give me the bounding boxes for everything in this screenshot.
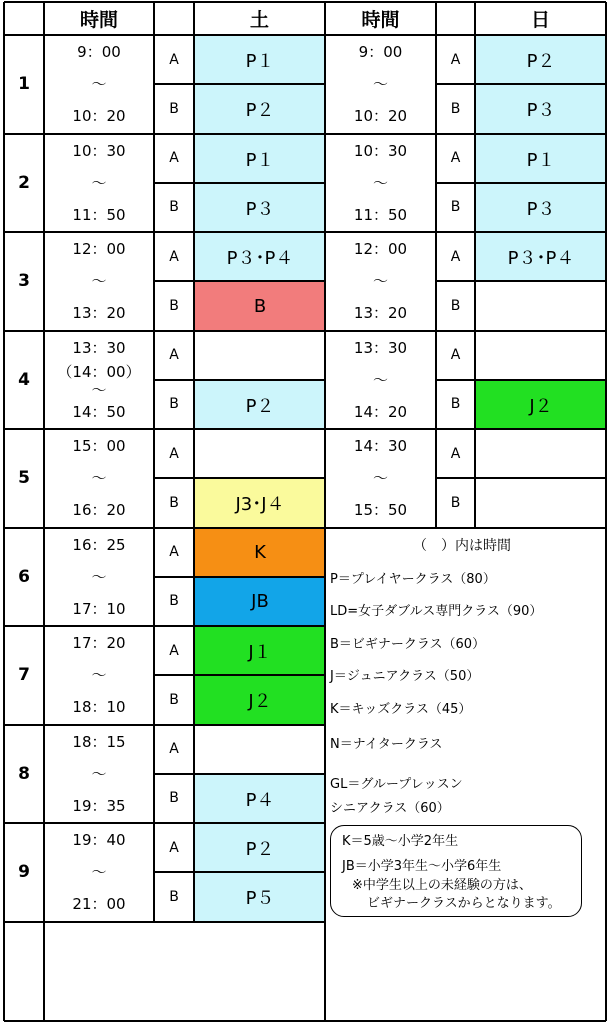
- sat-class-cell: [195, 430, 325, 478]
- grid-line: [325, 133, 606, 135]
- sat-court-label: A: [169, 445, 179, 462]
- sun-class-cell: P３: [476, 85, 606, 133]
- time-line: ～: [372, 469, 388, 487]
- age-note-warning: ※中学生以上の未経験の方は、: [352, 878, 532, 893]
- sun-class-cell: P２: [476, 36, 606, 84]
- grid-line: [435, 2, 437, 528]
- age-note-beginner: ビギナークラスからとなります。: [367, 896, 561, 911]
- time-line: 11：50: [72, 205, 126, 224]
- sat-time-range: [44, 429, 154, 528]
- sat-time-range: [44, 725, 154, 824]
- grid-line: [4, 330, 325, 332]
- sat-class-cell: P３･P４: [195, 233, 325, 281]
- sat-class-cell: P３: [195, 184, 325, 232]
- sun-time-range: [325, 429, 436, 528]
- sat-time-range: [44, 331, 154, 430]
- grid-line: [154, 477, 325, 479]
- sat-court-label: B: [169, 691, 179, 708]
- sat-class-cell: [195, 726, 325, 774]
- time-line: 21：00: [72, 895, 126, 913]
- grid-line: [4, 724, 325, 726]
- sun-time-range: [325, 134, 436, 233]
- legend-title: （ ）内は時間: [413, 538, 511, 554]
- time-line: ～: [91, 666, 107, 684]
- sat-court-label: B: [169, 790, 179, 807]
- time-line: 18：15: [72, 732, 126, 751]
- period-number: 7: [18, 665, 30, 686]
- grid-line: [154, 773, 325, 775]
- time-line: ～: [91, 764, 107, 783]
- grid-line: [605, 2, 607, 1021]
- sat-class-cell: B: [195, 282, 325, 330]
- sat-court-label: B: [169, 396, 179, 413]
- period-number: 4: [18, 369, 30, 390]
- legend-item: J＝ジュニアクラス（50）: [330, 669, 480, 684]
- sat-class-cell: P４: [195, 775, 325, 823]
- sat-court-label: B: [169, 100, 179, 117]
- time-line: 13：30: [72, 338, 126, 357]
- time-line: 9：00: [77, 43, 121, 61]
- grid-line: [436, 83, 606, 85]
- grid-line: [153, 2, 155, 922]
- sun-class-cell: P１: [476, 135, 606, 183]
- period-number: 6: [18, 566, 30, 587]
- sun-court-label: B: [450, 494, 461, 511]
- sun-court-label: B: [450, 297, 461, 314]
- grid-line: [43, 2, 45, 1021]
- time-line: 10：30: [72, 141, 126, 160]
- sun-court-label: B: [450, 396, 461, 413]
- time-line: 13：20: [72, 304, 126, 322]
- sat-court-label: A: [169, 347, 179, 364]
- sat-class-cell: P２: [195, 85, 325, 133]
- sat-class-cell: P５: [195, 873, 325, 921]
- period-number: 5: [18, 468, 30, 489]
- sat-court-label: A: [169, 741, 179, 758]
- sat-time-range: [44, 626, 154, 725]
- time-line: 9：00: [358, 43, 403, 61]
- sat-class-cell: P１: [195, 36, 325, 84]
- sat-court-label: A: [169, 544, 179, 561]
- sat-class-cell: J3･J４: [195, 479, 325, 527]
- time-line: 11：50: [353, 205, 408, 224]
- sat-class-cell: [195, 332, 325, 380]
- time-line: ～: [372, 173, 388, 192]
- sun-time-range: [325, 331, 436, 430]
- sat-time-range: [44, 232, 154, 331]
- sat-class-cell: J１: [195, 627, 325, 675]
- grid-line: [154, 379, 325, 381]
- period-number: 2: [18, 172, 30, 193]
- sat-time-range: [44, 134, 154, 233]
- sun-class-cell: [476, 430, 606, 478]
- sun-court-label: A: [450, 347, 461, 364]
- grid-line: [154, 576, 325, 578]
- sat-court-label: B: [169, 888, 179, 905]
- period-number: 8: [18, 763, 30, 784]
- sat-time-range: [44, 528, 154, 627]
- grid-line: [324, 2, 326, 1021]
- header-day-sunday: 日: [530, 9, 550, 31]
- grid-line: [3, 2, 5, 1021]
- time-line: 13：20: [353, 304, 408, 322]
- time-line: 16：20: [72, 501, 126, 519]
- sun-class-cell: [476, 282, 606, 330]
- grid-line: [436, 379, 606, 381]
- sat-time-range: [44, 823, 154, 922]
- time-line: 12：00: [353, 240, 408, 258]
- grid-line: [4, 625, 325, 627]
- age-note-kids: K＝5歳～小学2年生: [342, 834, 459, 849]
- sun-court-label: A: [450, 248, 461, 265]
- time-line: 15：50: [353, 501, 408, 519]
- time-line: ～: [372, 370, 388, 389]
- time-line: 15：00: [72, 437, 126, 455]
- time-line: 19：40: [72, 831, 126, 849]
- sun-court-label: A: [450, 150, 461, 167]
- grid-line: [4, 133, 325, 135]
- time-line: 19：35: [72, 796, 126, 815]
- sun-court-label: A: [450, 445, 461, 462]
- grid-line: [154, 83, 325, 85]
- grid-line: [436, 477, 606, 479]
- sat-class-cell: P２: [195, 381, 325, 429]
- time-line: 13：30: [353, 338, 408, 357]
- time-line: ～: [91, 567, 107, 586]
- period-number: 1: [18, 74, 30, 95]
- time-line: ～: [91, 469, 107, 487]
- grid-line: [325, 428, 606, 430]
- sat-time-range: [44, 35, 154, 134]
- time-line: 17：20: [72, 634, 126, 652]
- time-line: 18：10: [72, 698, 126, 716]
- grid-line: [436, 280, 606, 282]
- header-day-saturday: 土: [249, 9, 269, 31]
- legend-item: シニアクラス（60）: [330, 801, 450, 816]
- sun-time-range: [325, 35, 436, 134]
- legend-item: GL＝グループレッスン: [330, 777, 463, 792]
- period-number: 9: [18, 862, 30, 883]
- sat-court-label: A: [169, 839, 179, 856]
- grid-line: [193, 2, 195, 922]
- time-line: 14：20: [353, 402, 408, 421]
- time-line: 17：10: [72, 599, 126, 618]
- time-line: ～: [91, 272, 107, 290]
- grid-line: [4, 527, 325, 529]
- period-number: 3: [18, 271, 30, 292]
- grid-line: [154, 280, 325, 282]
- legend-item: N＝ナイタークラス: [330, 737, 443, 752]
- grid-line: [154, 182, 325, 184]
- time-line: 12：00: [72, 240, 126, 258]
- sat-court-label: B: [169, 199, 179, 216]
- sun-class-cell: P３: [476, 184, 606, 232]
- legend-item: LD=女子ダブルス専門クラス（90）: [330, 604, 543, 619]
- sat-class-cell: JB: [195, 578, 325, 626]
- sat-class-cell: P２: [195, 824, 325, 872]
- sat-court-label: A: [169, 150, 179, 167]
- header-time-2: 時間: [361, 9, 400, 31]
- time-line: 14：30: [353, 437, 408, 455]
- time-line: ～: [91, 380, 107, 399]
- time-line: ～: [91, 863, 107, 881]
- grid-line: [4, 1020, 606, 1022]
- time-line: ～: [372, 272, 388, 290]
- time-line: 10：20: [72, 107, 126, 125]
- grid-line: [4, 231, 325, 233]
- sun-class-cell: J２: [476, 381, 606, 429]
- sun-class-cell: [476, 479, 606, 527]
- sat-court-label: B: [169, 297, 179, 314]
- grid-line: [154, 871, 325, 873]
- grid-line: [325, 330, 606, 332]
- grid-line: [4, 34, 606, 36]
- grid-line: [325, 231, 606, 233]
- grid-line: [4, 921, 325, 923]
- sat-class-cell: P１: [195, 135, 325, 183]
- time-line: ～: [372, 75, 388, 93]
- time-line: 10：30: [353, 141, 408, 160]
- sun-class-cell: P３･P４: [476, 233, 606, 281]
- time-line: 14：50: [72, 402, 126, 421]
- sun-court-label: B: [450, 199, 461, 216]
- sat-court-label: B: [169, 593, 179, 610]
- legend-item: K＝キッズクラス（45）: [330, 702, 472, 717]
- sun-court-label: B: [450, 100, 461, 117]
- time-line: 10：20: [353, 107, 408, 125]
- grid-line: [4, 428, 325, 430]
- time-line: 16：25: [72, 535, 126, 554]
- age-note-jb: JB＝小学3年生～小学6年生: [342, 859, 502, 874]
- legend-item: P＝プレイヤークラス（80）: [330, 572, 496, 587]
- grid-line: [4, 1, 606, 3]
- time-line: ～: [91, 173, 107, 192]
- sat-class-cell: J２: [195, 676, 325, 724]
- sat-court-label: B: [169, 494, 179, 511]
- header-time-1: 時間: [79, 9, 118, 31]
- grid-line: [474, 2, 476, 528]
- sat-court-label: A: [169, 248, 179, 265]
- sat-class-cell: K: [195, 529, 325, 577]
- legend-item: B＝ビギナークラス（60）: [330, 637, 486, 652]
- grid-line: [436, 182, 606, 184]
- grid-line: [325, 527, 606, 529]
- time-line: （14：00）: [57, 362, 141, 381]
- sat-court-label: A: [169, 642, 179, 659]
- sat-court-label: A: [169, 51, 179, 68]
- grid-line: [154, 674, 325, 676]
- grid-line: [4, 822, 325, 824]
- sun-court-label: A: [450, 51, 461, 68]
- sun-class-cell: [476, 332, 606, 380]
- time-line: ～: [91, 75, 107, 93]
- sun-time-range: [325, 232, 436, 331]
